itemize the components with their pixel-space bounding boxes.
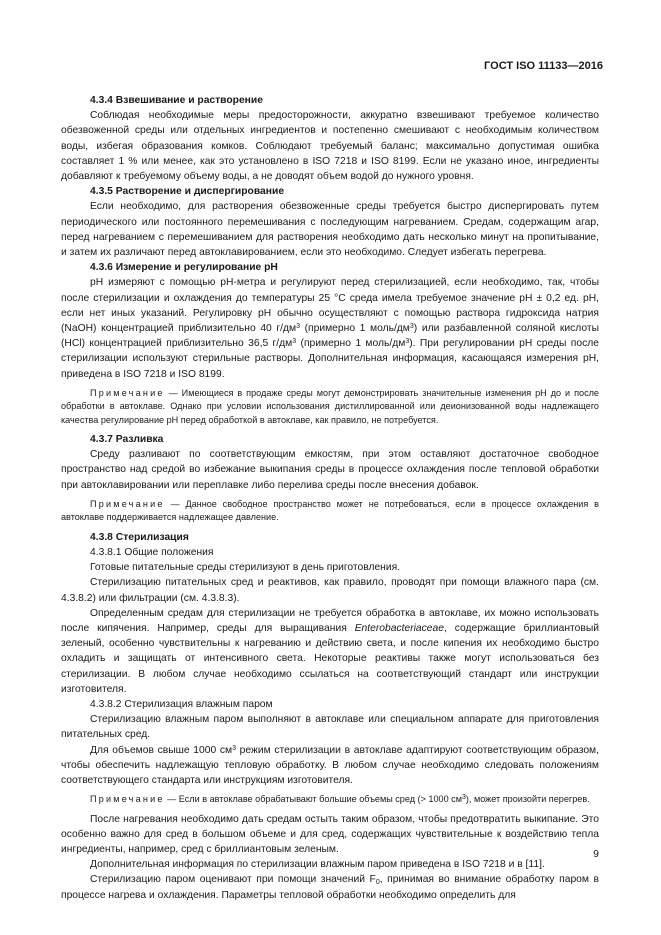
- note-label: Примечание: [90, 794, 165, 805]
- paragraph: Стерилизацию питательных сред и реактивов, как правило, проводят при помощи влажного пара (см. 4.3.8.2) или фильтрации (см. 4.3.8.3).: [61, 577, 599, 604]
- paragraph: Дополнительная информация по стерилизации влажным паром приведена в ISO 7218 и в [11].: [90, 859, 545, 871]
- note-pouring: Примечание — Данное свободное пространство может не потребоваться, если в процессе охлаждения в автоклаве поддерживается надлежащее давление.: [61, 498, 599, 523]
- paragraph: Стерилизацию влажным паром выполняют в автоклаве или специальном аппарате для приготовления питательных сред.: [61, 714, 599, 741]
- italic-term: Enterobacteriaceae: [354, 622, 444, 634]
- document-body: [61, 93, 599, 903]
- paragraph: После нагревания необходимо дать средам остыть таким образом, чтобы предотвратить выкипание. Это особенно важно для сред в большом объеме и для сред, содержащих чувствительные к воздействию тепла ингредиенты, например, сред с бриллиантовым зеленым.: [61, 813, 599, 855]
- subheading-4-3-8-1: 4.3.8.1 Общие положения: [90, 546, 214, 558]
- paragraph: Для объемов свыше 1000 $см^3$ режим стерилизации в автоклаве адаптируют соответствующим образом, чтобы обеспечить надлежащую тепловую обработку. В любом случае необходимо следовать положениям соответствующего стандарта или инструкциям изготовителя.: [61, 744, 599, 786]
- note-label: Примечание: [90, 387, 165, 398]
- heading-4-3-5: 4.3.5 Растворение и диспергирование: [90, 186, 285, 198]
- paragraph-ph: pH измеряют с помощью pH-метра и регулируют перед стерилизацией, если необходимо, так, чтобы после стерилизации и охлаждения до температуры 25 °С среда имела требуемое значение pH ± 0,2 ед. pH, если нет иных указаний. Регулировку pH обычно осуществляют с помощью раствора гидроксида натрия (NaOH) концентрацией приблизительно 40 $г/дм^3$ (примерно 1 моль/$дм^3$) или разбавленной соляной кислоты (HCl) концентрацией приблизительно 36,5 $г/дм^3$ (примерно 1 моль/$дм^3$). При регулировании pH среды после стерилизации используют стерильные растворы. Дополнительная информация, касающаяся измерения pH, приведена в ISO 7218 и ISO 8199.: [61, 277, 599, 380]
- page-number: 9: [593, 848, 599, 860]
- paragraph: Стерилизацию паром оценивают при помощи значений $F_0$, принимая во внимание обработку паром в процессе нагрева и охлаждения. Параметры тепловой обработки необходимо определить для: [61, 874, 599, 901]
- paragraph: Среду разливают по соответствующим емкостям, при этом оставляют достаточное свободное пространство над средой во избежание выкипания среды в процессе охлаждения после тепловой обработки при автоклавировании или переплавке либо перелива среды после внесения добавок.: [61, 449, 599, 491]
- paragraph: Соблюдая необходимые меры предосторожности, аккуратно взвешивают требуемое количество обезвоженной среды или отдельных ингредиентов и постепенно смешивают с необходимым количеством воды, избегая образования комков. Соблюдают требуемый баланс; максимально допустимая ошибка составляет 1 % или менее, как это установлено в ISO 7218 и ISO 8199. Если не указано иное, ингредиенты добавляют к требуемому объему воды, а не доводят объем водой до нужного уровня.: [61, 110, 599, 183]
- heading-4-3-6: 4.3.6 Измерение и регулирование pH: [90, 262, 278, 274]
- note-label: Примечание: [90, 498, 165, 509]
- note-ph: Примечание — Имеющиеся в продаже среды могут демонстрировать значительные изменения pH до и после обработки в автоклаве. Однако при условии использования дистиллированной или деионизованной воды надлежащего качества регулирование pH перед обработкой в автоклаве, как правило, не потребуется.: [61, 387, 599, 425]
- heading-4-3-8: 4.3.8 Стерилизация: [90, 531, 189, 543]
- paragraph: Если необходимо, для растворения обезвоженные среды требуется быстро диспергировать путем периодического или постоянного перемешивания с последующим нагреванием. Средам, содержащим агар, перед нагреванием с перемешиванием для растворения необходимо дать несколько минут на пропитывание, и затем их различают перед автоклавированием, если это необходимо. Следует избегать перегрева.: [61, 201, 599, 259]
- subheading-4-3-8-2: 4.3.8.2 Стерилизация влажным паром: [90, 698, 273, 710]
- heading-4-3-7: 4.3.7 Разливка: [90, 434, 164, 446]
- heading-4-3-4: 4.3.4 Взвешивание и растворение: [90, 95, 263, 106]
- paragraph: Готовые питательные среды стерилизуют в день приготовления.: [90, 562, 401, 574]
- document-code: ГОСТ ISO 11133—2016: [484, 60, 603, 72]
- paragraph: Определенным средам для стерилизации не требуется обработка в автоклаве, их можно использовать после кипячения. Например, среды для выращивания Enterobacteriaceae, содержащие бриллиантовый зеленый, особенно чувствительны к нагреванию и действию света, и после кипения их необходимо быстро охладить и защищать от интенсивного света. Некоторые реактивы также могут использоваться без стерилизации. В любом случае необходимо ссылаться на соответствующий стандарт или инструкции изготовителя.: [61, 607, 599, 695]
- note-overheat: Примечание — Если в автоклаве обрабатывают большие объемы сред (> 1000 $см^3$), может произойти перегрев.: [90, 794, 590, 805]
